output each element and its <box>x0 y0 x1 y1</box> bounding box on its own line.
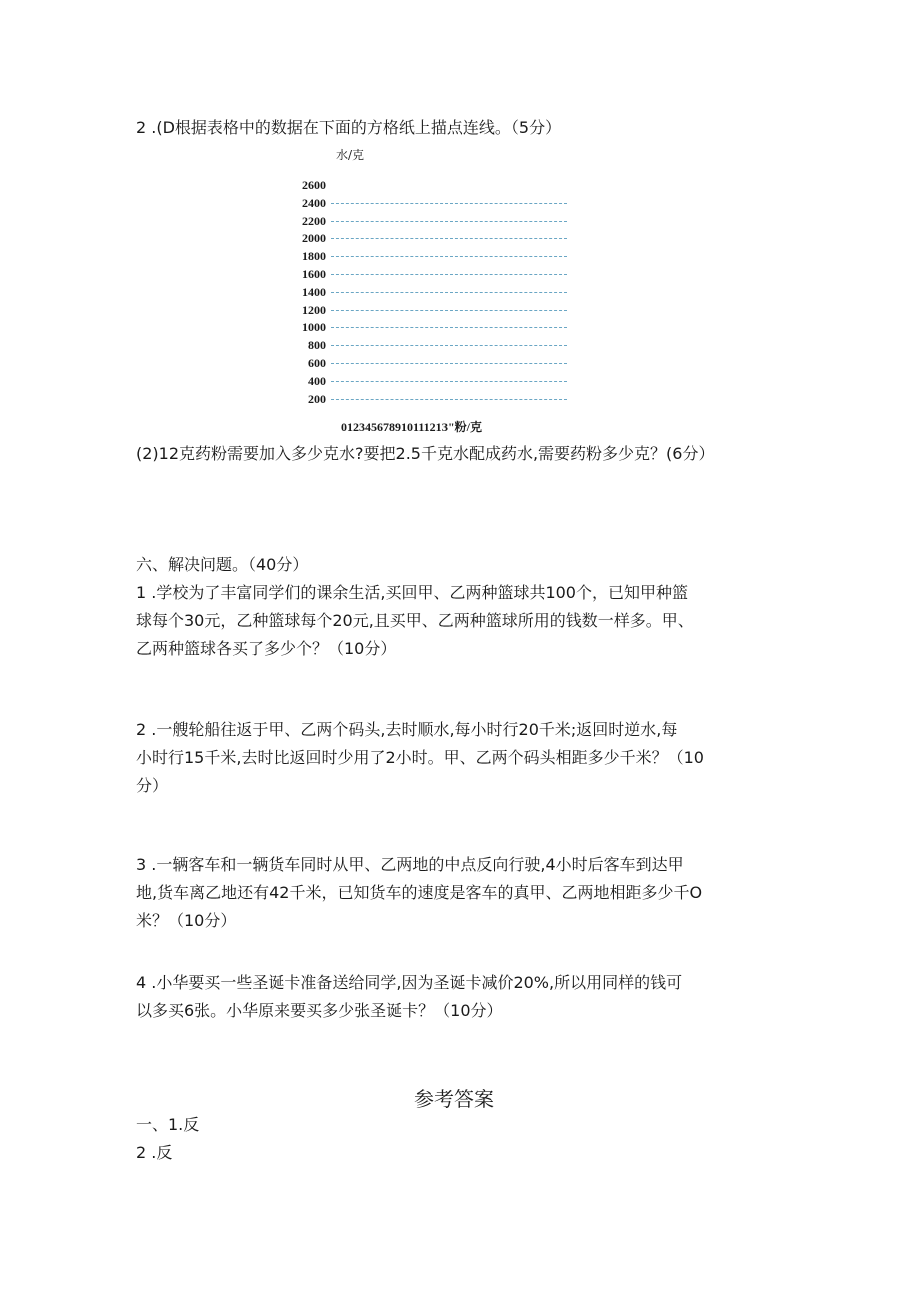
grid-line <box>331 345 567 346</box>
grid-line <box>331 381 567 382</box>
grid-line <box>331 256 567 257</box>
grid-line <box>331 292 567 293</box>
grid-line <box>331 310 567 311</box>
grid-line <box>331 274 567 275</box>
p1-line2: 球每个30元，乙种篮球每个20元,且买甲、乙两种篮球所用的钱数一样多。甲、 <box>136 611 694 630</box>
grid-line <box>331 363 567 364</box>
p2-line2: 小时行15千米,去时比返回时少用了2小时。甲、乙两个码头相距多少千米？（10 <box>136 748 704 767</box>
y-tick-label: 1200 <box>302 302 326 317</box>
p1-line1: 1 .学校为了丰富同学们的课余生活,买回甲、乙两种篮球共100个，已知甲种篮 <box>136 583 688 602</box>
grid-line <box>331 399 567 400</box>
grid-line <box>331 203 567 204</box>
y-tick-label: 2400 <box>302 195 326 210</box>
y-tick-label: 800 <box>308 338 326 353</box>
answer-1: 一、1.反 <box>136 1115 200 1134</box>
y-tick-label: 2200 <box>302 213 326 228</box>
p3-line2: 地,货车离乙地还有42千米，已知货车的速度是客车的真甲、乙两地相距多少千O <box>136 883 703 902</box>
y-tick-label: 1400 <box>302 284 326 299</box>
section6-title: 六、解决问题。（40分） <box>136 555 309 574</box>
p3-line3: 米？（10分） <box>136 911 237 930</box>
chart-x-label: 01234567891011121З"粉/克 <box>341 420 483 434</box>
grid-line <box>331 221 567 222</box>
y-tick-label: 2000 <box>302 231 326 246</box>
y-tick-label: 400 <box>308 373 326 388</box>
y-tick-label: 600 <box>308 356 326 370</box>
p2-line1: 2 .一艘轮船往返于甲、乙两个码头,去时顺水,每小时行20千米;返回时逆水,每 <box>136 720 678 739</box>
answer-heading: 参考答案 <box>414 1087 494 1111</box>
q2-header: 2 .(D根据表格中的数据在下面的方格纸上描点连线。（5分） <box>136 118 562 137</box>
p1-line3: 乙两种篮球各买了多少个？（10分） <box>136 639 397 658</box>
grid-line <box>331 238 567 239</box>
grid-line <box>331 327 567 328</box>
q2-sub2: (2)12克药粉需要加入多少克水?要把2.5千克水配成药水,需要药粉多少克？(6分） <box>136 444 715 463</box>
chart-y-label: 水/克 <box>336 148 365 162</box>
p4-line2: 以多买6张。小华原来要买多少张圣诞卡？（10分） <box>136 1001 503 1020</box>
answer-2: 2 .反 <box>136 1143 173 1162</box>
y-tick-label: 1600 <box>302 267 326 281</box>
p3-line1: 3 .一辆客车和一辆货车同时从甲、乙两地的中点反向行驶,4小时后客车到达甲 <box>136 855 684 874</box>
y-tick-label: 200 <box>308 391 326 406</box>
y-tick-label: 1800 <box>302 249 326 264</box>
p4-line1: 4 .小华要买一些圣诞卡准备送给同学,因为圣诞卡减价20%,所以用同样的钱可 <box>136 973 683 992</box>
y-tick-label: 2600 <box>302 178 326 192</box>
p2-line3: 分） <box>136 776 169 795</box>
y-tick-label: 1000 <box>302 320 326 335</box>
